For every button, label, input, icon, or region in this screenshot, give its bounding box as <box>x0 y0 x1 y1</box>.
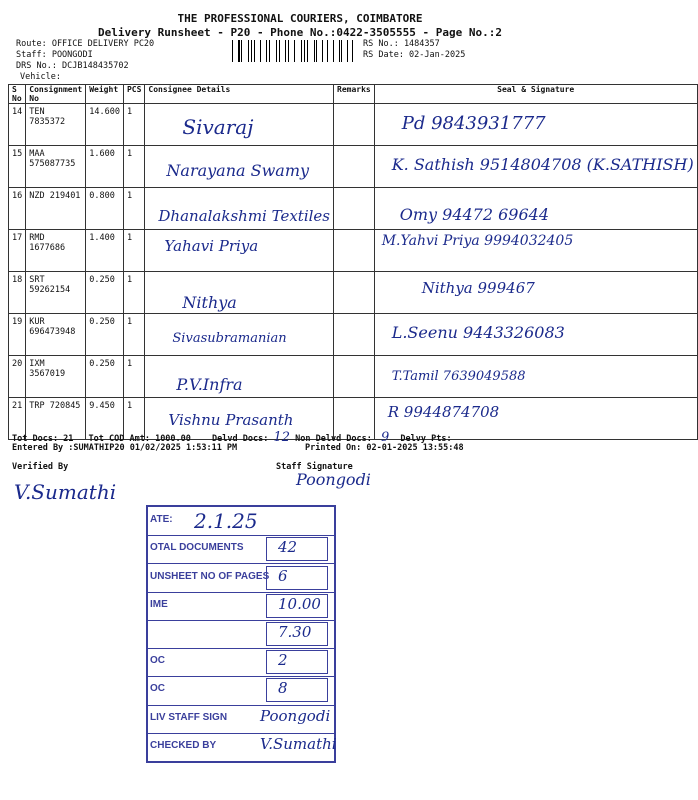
cell-remarks <box>334 314 375 356</box>
cell-weight: 1.600 <box>86 146 124 188</box>
barcode <box>232 40 354 62</box>
consignee-handwriting: Vishnu Prasanth <box>168 411 294 429</box>
stamp-row <box>148 620 334 649</box>
col-weight: Weight <box>86 85 124 104</box>
consignee-handwriting: Sivaraj <box>182 115 254 139</box>
cell-consignment: SRT 59262154 <box>26 272 86 314</box>
stamp-label: ATE: <box>150 514 173 526</box>
vehicle: Vehicle: <box>20 72 61 82</box>
table-row <box>9 272 698 314</box>
delvy-pts: Delvy Pts: <box>400 434 452 444</box>
stamp-value: 42 <box>278 538 298 557</box>
cell-remarks <box>334 356 375 398</box>
stamp-row <box>148 676 334 705</box>
verified-signature: V.Sumathi <box>14 480 117 504</box>
table-row <box>9 188 698 230</box>
cell-pcs: 1 <box>123 356 144 398</box>
cell-consignee <box>145 104 334 146</box>
cell-remarks <box>334 272 375 314</box>
col-remarks: Remarks <box>334 85 375 104</box>
table-header-row <box>9 85 698 104</box>
stamp-box <box>266 650 328 674</box>
signature-handwriting: T.Tamil 7639049588 <box>391 369 526 384</box>
cell-weight: 0.250 <box>86 314 124 356</box>
stamp-row <box>148 507 334 536</box>
tot-cod: Tot COD Amt: 1000.00 <box>88 434 191 444</box>
stamp-label: LIV STAFF SIGN <box>150 711 228 723</box>
signature-handwriting: Pd 9843931777 <box>401 113 546 134</box>
stamp-label: IME <box>150 598 168 610</box>
signature-handwriting: R 9944874708 <box>387 403 500 421</box>
stamp-value: 10.00 <box>278 594 321 613</box>
table-row <box>9 146 698 188</box>
table-row <box>9 104 698 146</box>
cell-consignment: NZD 219401 <box>26 188 86 230</box>
cell-sno: 20 <box>9 356 26 398</box>
runsheet-title: Delivery Runsheet - P20 - Phone No.:0422-3505555 - Page No.:2 <box>98 26 502 39</box>
cell-weight: 1.400 <box>86 230 124 272</box>
stamp-box <box>266 566 328 590</box>
staff: Staff: POONGODI <box>16 50 93 60</box>
cell-remarks <box>334 146 375 188</box>
cell-remarks <box>334 104 375 146</box>
stamp-label: UNSHEET NO OF PAGES <box>150 570 270 582</box>
cell-consignment: IXM 3567019 <box>26 356 86 398</box>
cell-signature <box>374 272 697 314</box>
consignee-handwriting: Narayana Swamy <box>166 161 310 180</box>
cell-consignee <box>145 314 334 356</box>
consignee-handwriting: Dhanalakshmi Textiles <box>158 207 330 225</box>
rs-date: RS Date: 02-Jan-2025 <box>363 50 466 60</box>
cell-pcs: 1 <box>123 188 144 230</box>
cell-weight: 14.600 <box>86 104 124 146</box>
stamp-row <box>148 592 334 621</box>
cell-consignee <box>145 356 334 398</box>
cell-sno: 14 <box>9 104 26 146</box>
signature-handwriting: Omy 94472 69644 <box>399 205 550 224</box>
table-row <box>9 230 698 272</box>
cell-pcs: 1 <box>123 398 144 440</box>
cell-pcs: 1 <box>123 104 144 146</box>
cell-sno: 18 <box>9 272 26 314</box>
consignee-handwriting: Nithya <box>182 293 237 312</box>
col-signature: Seal & Signature <box>374 85 697 104</box>
printed-on: Printed On: 02-01-2025 13:55:48 <box>305 443 464 453</box>
non-delvd-label: Non Delvd Docs: <box>295 434 372 444</box>
company-title: THE PROFESSIONAL COURIERS, COIMBATORE <box>177 12 423 25</box>
consignee-handwriting: Yahavi Priya <box>164 237 259 255</box>
non-delvd-value: 9 <box>381 430 390 445</box>
cell-consignee <box>145 272 334 314</box>
signature-handwriting: Nithya 999467 <box>421 279 535 297</box>
consignee-handwriting: Sivasubramanian <box>172 331 287 346</box>
cell-pcs: 1 <box>123 272 144 314</box>
col-pcs: PCS <box>123 85 144 104</box>
staff-signature-label: Staff Signature <box>276 462 353 472</box>
cell-pcs: 1 <box>123 230 144 272</box>
delvd-value: 12 <box>273 430 290 445</box>
cell-weight: 0.250 <box>86 272 124 314</box>
stamp-box <box>266 678 328 702</box>
cell-sno: 21 <box>9 398 26 440</box>
cell-signature <box>374 146 697 188</box>
staff-signature: Poongodi <box>296 470 371 489</box>
cell-weight: 0.250 <box>86 356 124 398</box>
cell-consignment: RMD 1677686 <box>26 230 86 272</box>
tot-docs: Tot Docs: 21 <box>12 434 74 444</box>
cell-sno: 17 <box>9 230 26 272</box>
signature-handwriting: M.Yahvi Priya 9994032405 <box>381 233 574 249</box>
col-consignee: Consignee Details <box>145 85 334 104</box>
cell-pcs: 1 <box>123 314 144 356</box>
cell-consignment: TEN 7835372 <box>26 104 86 146</box>
cell-signature <box>374 314 697 356</box>
route: Route: OFFICE DELIVERY PC20 <box>16 39 155 49</box>
stamp-value: 8 <box>278 679 288 698</box>
cell-consignee <box>145 230 334 272</box>
stamp-value: 2 <box>278 651 288 670</box>
signature-handwriting: K. Sathish 9514804708 (K.SATHISH) <box>391 155 694 174</box>
consignee-handwriting: P.V.Infra <box>176 375 243 394</box>
stamp-row <box>148 563 334 592</box>
cell-weight: 9.450 <box>86 398 124 440</box>
cell-signature <box>374 188 697 230</box>
table-row <box>9 314 698 356</box>
rs-no: RS No.: 1484357 <box>363 39 440 49</box>
stamp-label: OC <box>150 655 165 667</box>
cell-consignee <box>145 146 334 188</box>
stamp-label: OC <box>150 683 165 695</box>
verified-by-label: Verified By <box>12 462 69 472</box>
stamp-value: V.Sumathi <box>260 734 337 753</box>
cell-remarks <box>334 230 375 272</box>
runsheet-table <box>8 84 698 440</box>
cell-consignment: MAA 575087735 <box>26 146 86 188</box>
cell-sno: 16 <box>9 188 26 230</box>
stamp-value: 6 <box>278 566 288 585</box>
header-left <box>16 39 154 83</box>
cell-pcs: 1 <box>123 146 144 188</box>
col-consignment: Consignment No <box>26 85 86 104</box>
cell-consignment: KUR 696473948 <box>26 314 86 356</box>
signature-handwriting: L.Seenu 9443326083 <box>391 323 565 342</box>
entered-by: Entered By :SUMATHIP20 01/02/2025 1:53:11 PM <box>12 443 238 453</box>
cell-signature <box>374 356 697 398</box>
cell-weight: 0.800 <box>86 188 124 230</box>
col-sno: S No <box>9 85 26 104</box>
cell-sno: 19 <box>9 314 26 356</box>
cell-consignee <box>145 188 334 230</box>
stamp-row <box>148 705 334 734</box>
drs-no: DRS No.: DCJB148435702 <box>16 61 129 71</box>
table-row <box>9 356 698 398</box>
office-stamp <box>146 505 336 763</box>
stamp-row <box>148 733 337 761</box>
cell-signature <box>374 104 697 146</box>
stamp-row <box>148 535 334 564</box>
delvd-label: Delvd Docs: <box>212 434 269 444</box>
cell-remarks <box>334 188 375 230</box>
cell-sno: 15 <box>9 146 26 188</box>
stamp-value: Poongodi <box>260 706 331 725</box>
header-right <box>363 39 465 61</box>
cell-signature <box>374 230 697 272</box>
stamp-label: CHECKED BY <box>150 739 217 751</box>
stamp-value: 7.30 <box>278 622 312 641</box>
stamp-value: 2.1.25 <box>194 509 258 533</box>
stamp-row <box>148 648 334 677</box>
stamp-label: OTAL DOCUMENTS <box>150 542 244 554</box>
cell-consignment: TRP 720845 <box>26 398 86 440</box>
